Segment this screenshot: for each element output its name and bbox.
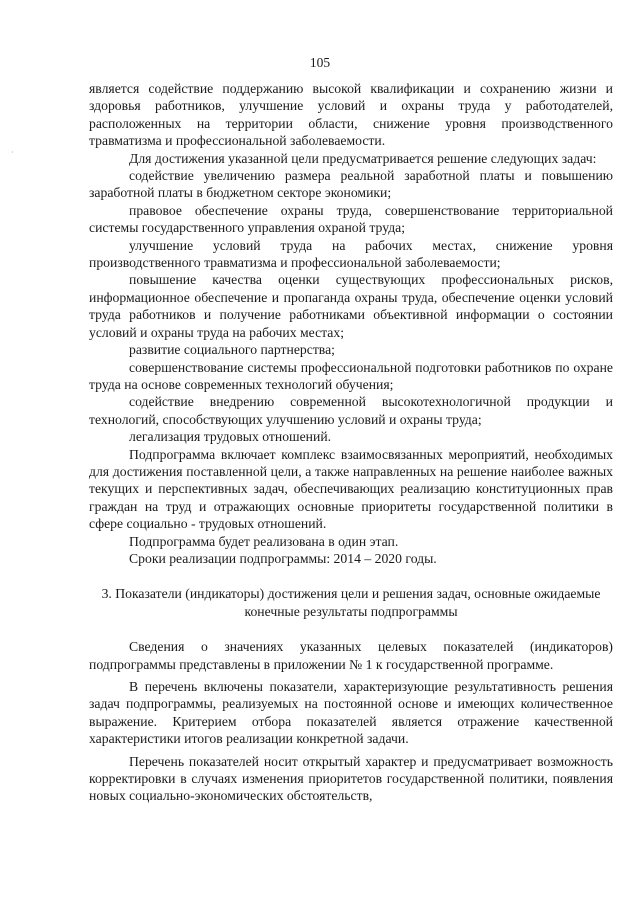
document-body — [89, 80, 613, 805]
task-item-working-conditions: улучшение условий труда на рабочих местах, снижение уровня производственного травматизма и профессиональной заболеваемости; — [89, 237, 613, 271]
task-item-training: совершенствование системы профессиональной подготовки работников по охране труда на основе современных технологий обучения; — [89, 359, 613, 392]
section-3-paragraph-list: В перечень включены показатели, характеризующие результативность решения задач подпрограммы, реализуемых на постоянной основе и имеющих количественное выражение. Критерием отбора показателей является отражение качественной характеристики итогов реализации конкретной задачи. — [89, 679, 613, 747]
paragraph-subprogram-description: Подпрограмма включает комплекс взаимосвязанных мероприятий, необходимых для достижения поставленной цели, а также направленных на решение наиболее важных текущих и перспективных задач, обеспечивающих реализацию конституционных прав граждан на труд и отражающих основные приоритеты государственной политики в сфере социально - трудовых отношений. — [89, 446, 613, 532]
paragraph-single-stage: Подпрограмма будет реализована в один этап. — [129, 533, 399, 549]
section-3-heading: 3. Показатели (индикаторы) достижения цели и решения задач, основные ожидаемые конечные результаты подпрограммы — [101, 586, 601, 619]
task-item-social-partnership: развитие социального партнерства; — [129, 342, 335, 358]
task-item-wages: содействие увеличению размера реальной заработной платы и повышению заработной платы в бюджетном секторе экономики; — [89, 168, 613, 201]
task-item-legal-support: правовое обеспечение охраны труда, совершенствование территориальной системы государственного управления охраной труда; — [89, 202, 613, 236]
task-item-high-tech: содействие внедрению современной высокотехнологичной продукции и технологий, способствующих улучшению условий и охраны труда; — [89, 394, 613, 427]
paragraph-tasks-intro: Для достижения указанной цели предусматривается решение следующих задач: — [129, 150, 597, 166]
section-3-paragraph-open-list: Перечень показателей носит открытый характер и предусматривает возможность корректировки в случаях изменения приоритетов государственной политики, появления новых социально-экономических обстоятельств, — [89, 753, 613, 804]
task-item-legalization: легализация трудовых отношений. — [129, 429, 332, 445]
paragraph-implementation-period: Сроки реализации подпрограммы: 2014 – 2020 годы. — [129, 550, 437, 566]
margin-mark: · — [11, 148, 14, 157]
paragraph-goal-continued: является содействие поддержанию высокой квалификации и сохранению жизни и здоровья работников, улучшение условий и охраны труда у работодателей, расположенных на территории области, снижение уровня производственного травматизма и профессиональной заболеваемости. — [89, 81, 613, 149]
section-3-paragraph-indicators: Сведения о значениях указанных целевых показателей (индикаторов) подпрограммы представлены в приложении № 1 к государственной программе. — [89, 639, 613, 672]
task-item-risk-assessment: повышение качества оценки существующих профессиональных рисков, информационное обеспечение и пропаганда охраны труда, обеспечение оценки условий труда работников и получение работниками объективной информации о состоянии условий и охраны труда на рабочих местах; — [89, 272, 613, 340]
page-number: 105 — [309, 55, 331, 70]
